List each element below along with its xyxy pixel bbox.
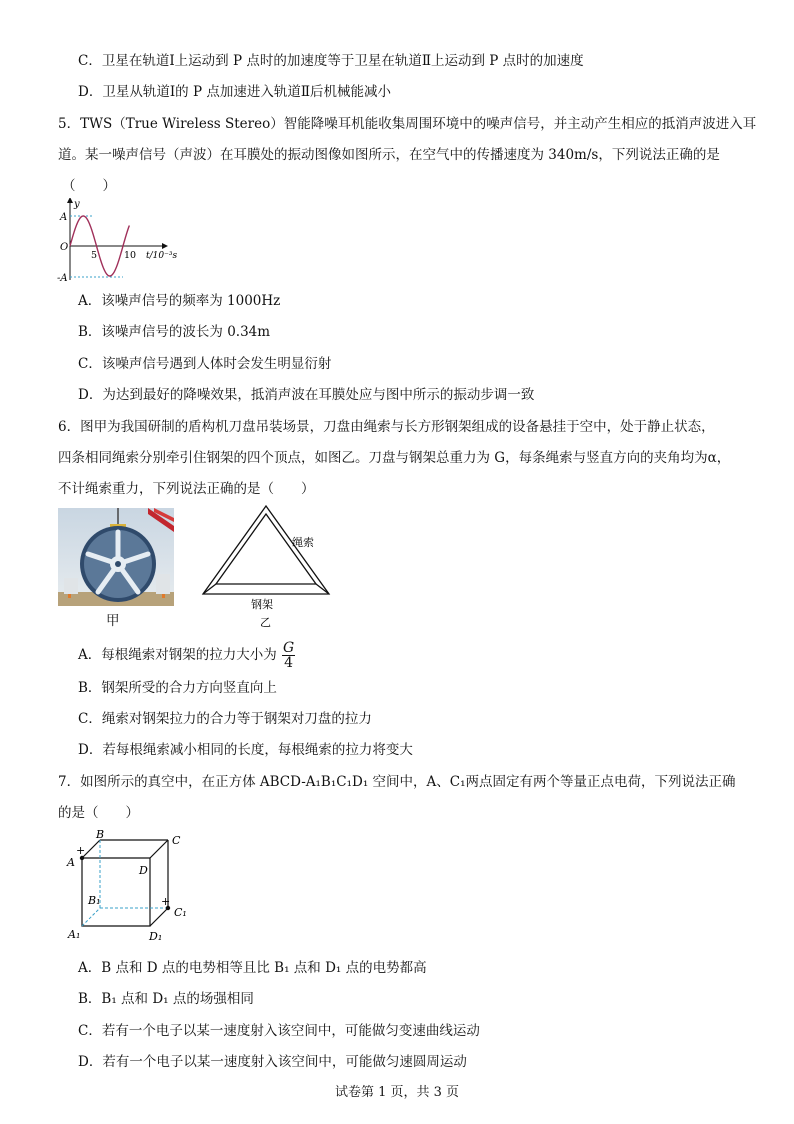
q6-stem-line1: 6．图甲为我国研制的盾构机刀盘吊装场景，刀盘由绳索与长方形钢架组成的设备悬挂于空中，处于静止状态， (58, 419, 715, 435)
tick-10: 10 (124, 250, 137, 261)
q6-option-a-text: A．每根绳索对钢架的拉力大小为 (78, 647, 277, 663)
rope-label: 绳索 (292, 536, 314, 549)
q4-option-c: C．卫星在轨道Ⅰ上运动到 P 点时的加速度等于卫星在轨道Ⅱ上运动到 P 点时的加速度 (78, 53, 584, 69)
plus-c1: + (161, 895, 171, 908)
frame-label: 钢架 (251, 598, 273, 611)
q5-option-a: A．该噪声信号的频率为 1000Hz (78, 293, 281, 309)
label-c: C (172, 834, 181, 847)
tick-5: 5 (91, 250, 98, 261)
q7-option-c: C．若有一个电子以某一速度射入该空间中，可能做匀变速曲线运动 (78, 1023, 480, 1039)
q5-stem-line1: 5．TWS（True Wireless Stereo）智能降噪耳机能收集周围环境中的噪声信号，并主动产生相应的抵消声波进入耳 (58, 116, 757, 132)
neg-amplitude-label: -A (57, 273, 68, 284)
q6-option-d: D．若每根绳索减小相同的长度，每根绳索的拉力将变大 (78, 742, 413, 758)
outer-rope-triangle (203, 506, 329, 594)
label-d: D (139, 864, 148, 877)
page-footer: 试卷第 1 页，共 3 页 (334, 1085, 460, 1100)
q6-option-c: C．绳索对钢架拉力的合力等于钢架对刀盘的拉力 (78, 711, 372, 727)
wave-graph (55, 198, 185, 286)
label-c1: C₁ (174, 906, 187, 919)
label-a: A (67, 856, 75, 869)
q6-stem-line2: 四条相同绳索分别牵引住钢架的四个顶点，如图乙。刀盘与钢架总重力为 G，每条绳索与竖直方向的夹角均为α， (58, 450, 731, 466)
y-label: y (74, 199, 80, 210)
label-a1: A₁ (68, 928, 81, 941)
q5-answer-blank: （ ） (62, 178, 116, 194)
label-b: B (96, 828, 105, 841)
q7-option-d: D．若有一个电子以某一速度射入该空间中，可能做匀速圆周运动 (78, 1054, 467, 1070)
origin-label: O (60, 242, 69, 253)
cube-diagram (60, 826, 200, 946)
q4-option-d: D．卫星从轨道Ⅰ的 P 点加速进入轨道Ⅱ后机械能减小 (78, 84, 391, 100)
amplitude-label: A (60, 212, 68, 223)
q5-option-b: B．该噪声信号的波长为 0.34m (78, 324, 271, 340)
inner-rope-triangle (216, 514, 316, 584)
plus-a: + (76, 844, 86, 857)
t-axis-label: t/10⁻³s (146, 251, 178, 261)
q6-option-a (78, 641, 295, 670)
q7-option-b: B．B₁ 点和 D₁ 点的场强相同 (78, 991, 254, 1007)
fraction-numerator: G (283, 640, 295, 656)
fraction-denominator: 4 (284, 655, 294, 671)
q6-option-b: B．钢架所受的合力方向竖直向上 (78, 680, 277, 696)
q7-stem-line2: 的是（ ） (58, 805, 139, 821)
triangle-caption: 乙 (260, 616, 271, 629)
q6-stem-line3: 不计绳索重力，下列说法正确的是（ ） (58, 481, 315, 497)
q5-option-d: D．为达到最好的降噪效果，抵消声波在耳膜处应与图中所示的振动步调一致 (78, 387, 535, 403)
fraction-g-over-4 (282, 641, 295, 670)
q5-option-c: C．该噪声信号遇到人体时会发生明显衍射 (78, 356, 332, 372)
tbm-cutterhead-photo (58, 508, 174, 606)
q5-stem-line2: 道。某一噪声信号（声波）在耳膜处的振动图像如图所示，在空气中的传播速度为 340m/s，下列说法正确的是 (58, 147, 720, 163)
rope-frame-diagram (196, 500, 336, 630)
photo-caption: 甲 (106, 613, 120, 629)
label-b1: B₁ (88, 894, 101, 907)
q7-option-a: A．B 点和 D 点的电势相等且比 B₁ 点和 D₁ 点的电势都高 (78, 960, 427, 976)
q7-stem-line1: 7．如图所示的真空中，在正方体 ABCD-A₁B₁C₁D₁ 空间中，A、C₁两点固定有两个等量正点电荷，下列说法正确 (58, 774, 736, 790)
hidden-edge-a1b1 (82, 908, 100, 926)
label-d1: D₁ (149, 930, 163, 943)
